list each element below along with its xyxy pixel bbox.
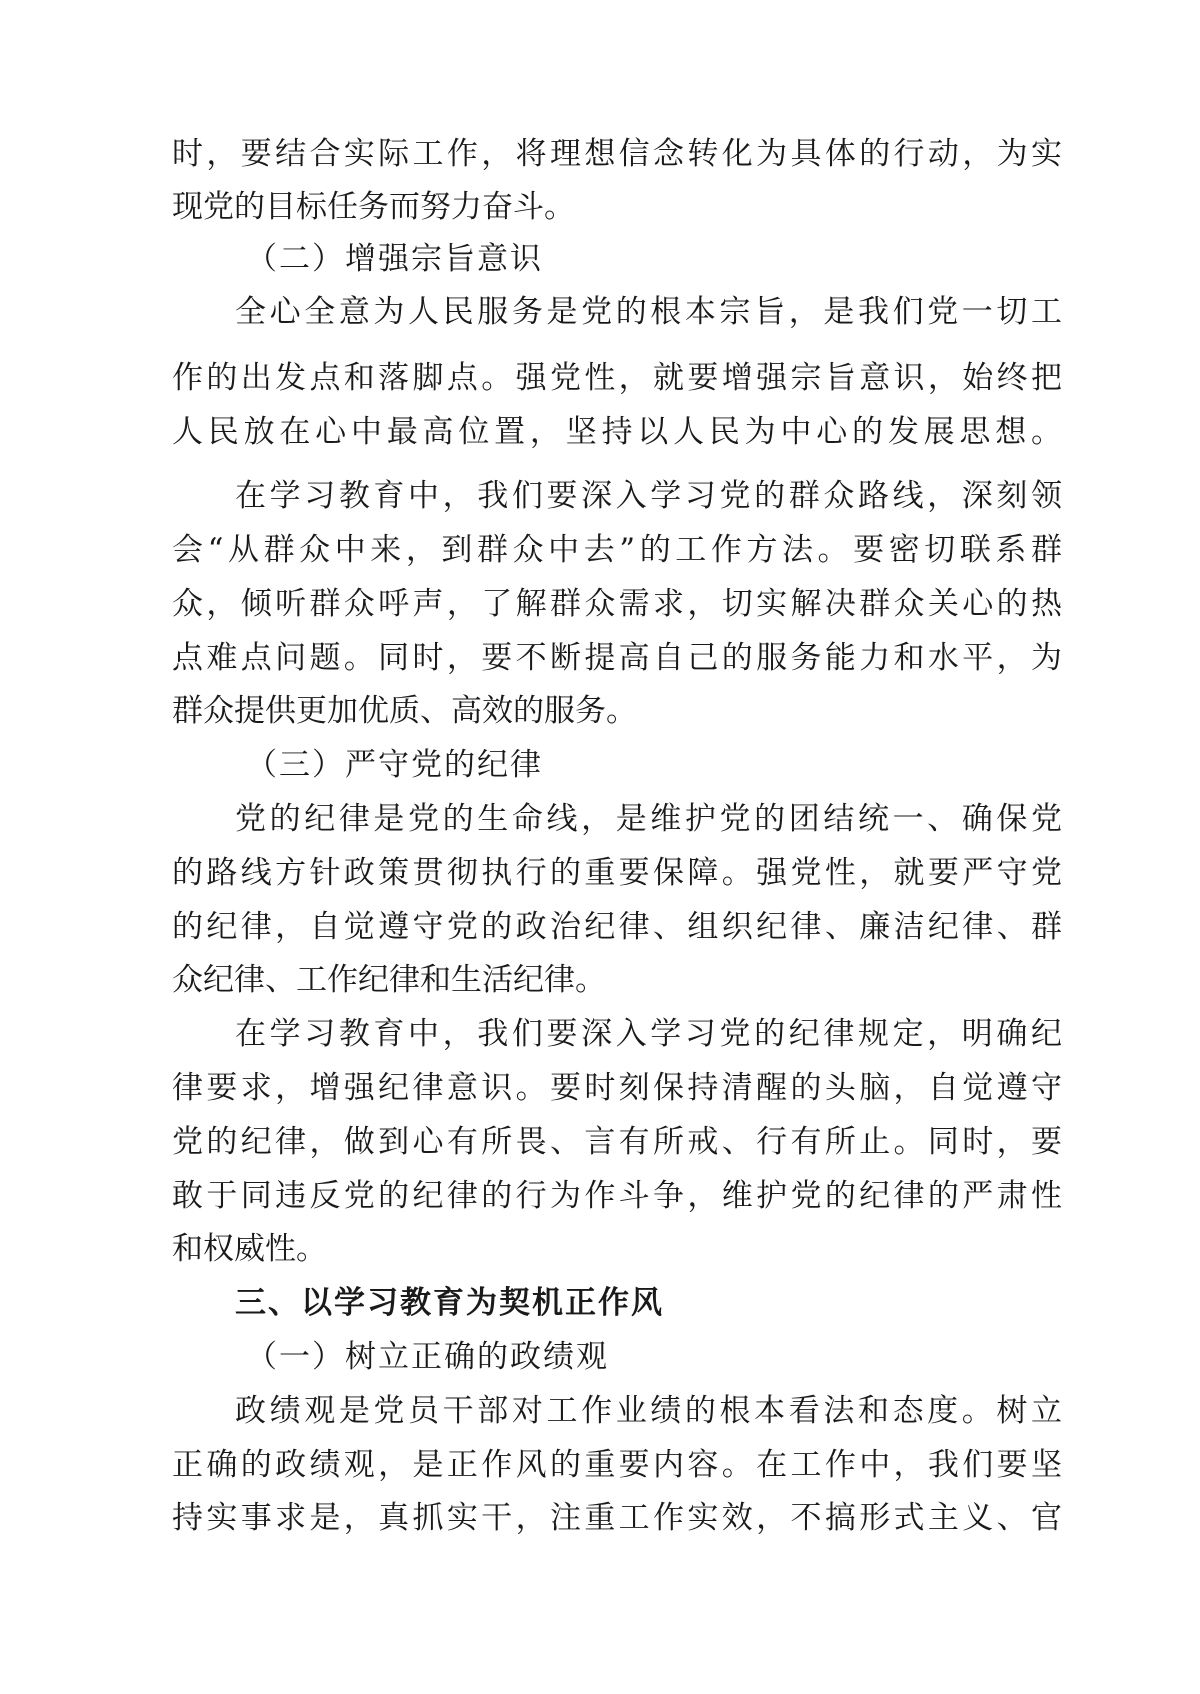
subsection-heading: （一）树立正确的政绩观 xyxy=(246,1339,609,1375)
text-line: 在学习教育中，我们要深入学习党的群众路线，深刻领 xyxy=(235,478,1062,514)
section-heading: 三、以学习教育为契机正作风 xyxy=(235,1285,664,1321)
text-line: 正确的政绩观，是正作风的重要内容。在工作中，我们要坚 xyxy=(172,1447,1062,1483)
subsection-heading: （三）严守党的纪律 xyxy=(246,747,543,783)
text-line: 点难点问题。同时，要不断提高自己的服务能力和水平，为 xyxy=(172,640,1062,676)
text-line: 现党的目标任务而努力奋斗。 xyxy=(172,189,575,225)
text-line: 人民放在心中最高位置，坚持以人民为中心的发展思想。 xyxy=(172,414,1062,450)
text-line: 律要求，增强纪律意识。要时刻保持清醒的头脑，自觉遵守 xyxy=(172,1070,1062,1106)
text-line: 政绩观是党员干部对工作业绩的根本看法和态度。树立 xyxy=(235,1393,1062,1429)
text-line: 时，要结合实际工作，将理想信念转化为具体的行动，为实 xyxy=(172,136,1062,172)
text-line: 的纪律，自觉遵守党的政治纪律、组织纪律、廉洁纪律、群 xyxy=(172,909,1062,945)
text-line: 全心全意为人民服务是党的根本宗旨，是我们党一切工 xyxy=(235,294,1062,330)
text-line: 敢于同违反党的纪律的行为作斗争，维护党的纪律的严肃性 xyxy=(172,1178,1062,1214)
text-line: 党的纪律，做到心有所畏、言有所戒、行有所止。同时，要 xyxy=(172,1124,1062,1160)
subsection-heading: （二）增强宗旨意识 xyxy=(246,241,543,277)
text-line: 作的出发点和落脚点。强党性，就要增强宗旨意识，始终把 xyxy=(172,360,1062,396)
text-line: 在学习教育中，我们要深入学习党的纪律规定，明确纪 xyxy=(235,1016,1062,1052)
text-line: 和权威性。 xyxy=(172,1231,327,1267)
text-line: 群众提供更加优质、高效的服务。 xyxy=(172,693,637,729)
text-line: 会“从群众中来，到群众中去”的工作方法。要密切联系群 xyxy=(172,532,1062,568)
text-line: 的路线方针政策贯彻执行的重要保障。强党性，就要严守党 xyxy=(172,855,1062,891)
text-line: 党的纪律是党的生命线，是维护党的团结统一、确保党 xyxy=(235,801,1062,837)
text-line: 众纪律、工作纪律和生活纪律。 xyxy=(172,962,606,998)
text-line: 众，倾听群众呼声，了解群众需求，切实解决群众关心的热 xyxy=(172,586,1062,622)
text-line: 持实事求是，真抓实干，注重工作实效，不搞形式主义、官 xyxy=(172,1500,1062,1536)
